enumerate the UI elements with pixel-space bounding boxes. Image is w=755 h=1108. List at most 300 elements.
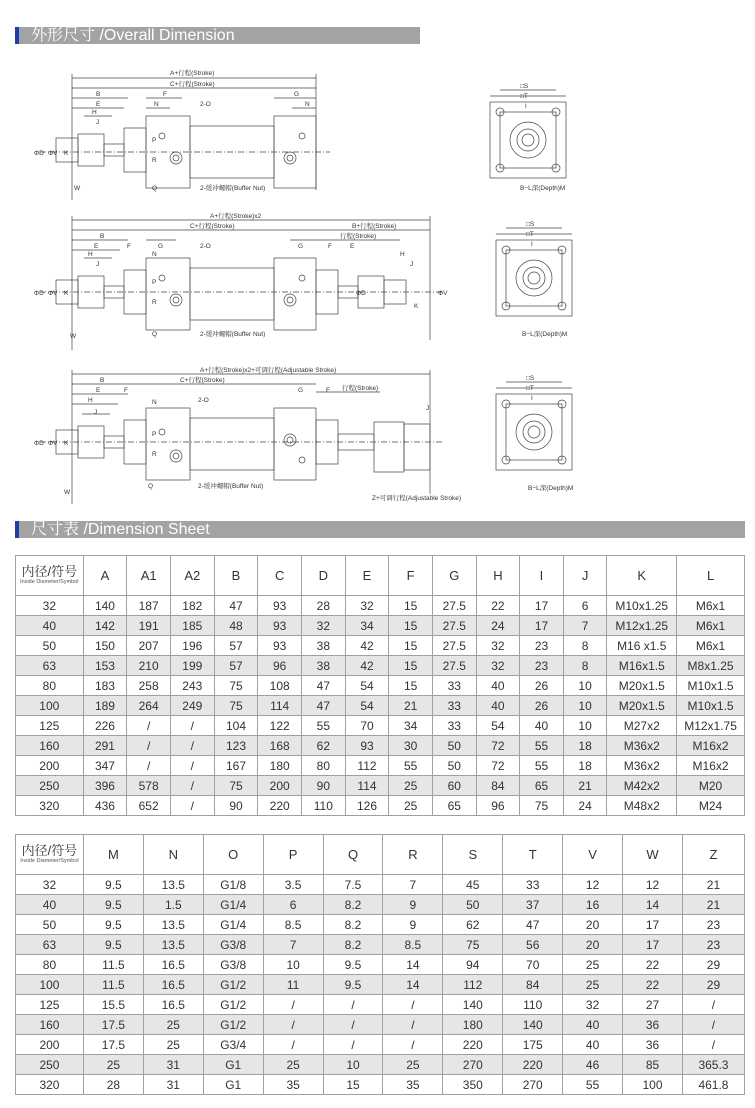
- table-cell: 55: [563, 1075, 623, 1095]
- header-inside-diameter-label: 内径/符号: [21, 842, 78, 858]
- column-header-t: T: [503, 835, 563, 875]
- table-cell: 33: [432, 676, 476, 696]
- column-header-r: R: [383, 835, 443, 875]
- table-cell: 93: [258, 616, 302, 636]
- table-cell: 8.2: [323, 915, 383, 935]
- table-cell: /: [383, 1015, 443, 1035]
- table-cell: M16x2: [677, 756, 745, 776]
- table-cell: 55: [302, 716, 346, 736]
- drawing-double-rod: [0, 210, 755, 365]
- dim-label-two-o: 2-O: [200, 101, 211, 108]
- table-cell: M12x1.25: [607, 616, 677, 636]
- table-cell: 270: [443, 1055, 503, 1075]
- dim-label-f2: F: [328, 243, 332, 250]
- column-header-c: C: [258, 556, 302, 596]
- dim-label-p: P: [152, 279, 157, 286]
- table-cell: 249: [170, 696, 214, 716]
- table-cell: M6x1: [677, 636, 745, 656]
- dim-label-j: J: [94, 409, 98, 416]
- column-header-f: F: [389, 556, 433, 596]
- table-cell: 226: [83, 716, 127, 736]
- dimension-table-1: [15, 555, 745, 816]
- table-cell: 20: [563, 915, 623, 935]
- table-cell: 191: [127, 616, 171, 636]
- table-cell: 40: [563, 1015, 623, 1035]
- dim-label-b: B: [96, 91, 101, 98]
- table-cell: 436: [83, 796, 127, 816]
- section-title: 尺寸表 /Dimension Sheet: [31, 521, 210, 538]
- table-cell: 47: [214, 596, 258, 616]
- dim-label-stroke: 行程(Stroke): [340, 233, 377, 240]
- dim-label-j2: J: [410, 261, 414, 268]
- table-cell: 160: [16, 736, 84, 756]
- dim-label-g: G: [294, 91, 300, 98]
- table-cell: 125: [16, 995, 84, 1015]
- table-cell: 34: [345, 616, 389, 636]
- table-cell: 50: [432, 736, 476, 756]
- table-cell: 25: [389, 796, 433, 816]
- table-cell: 75: [214, 776, 258, 796]
- table-cell: 17: [520, 616, 564, 636]
- table-cell: 65: [432, 796, 476, 816]
- table-cell: 22: [623, 975, 683, 995]
- dim-label-t: □T: [526, 385, 534, 392]
- table-cell: /: [263, 995, 323, 1015]
- table-cell: 36: [623, 1035, 683, 1055]
- table-cell: 104: [214, 716, 258, 736]
- dim-label-w: W: [64, 489, 71, 496]
- table-cell: 125: [16, 716, 84, 736]
- table-cell: 3.5: [263, 875, 323, 895]
- table-cell: /: [383, 995, 443, 1015]
- dim-label-j: J: [96, 261, 100, 268]
- table-cell: /: [170, 776, 214, 796]
- dim-label-k: K: [64, 150, 69, 157]
- table-cell: 85: [623, 1055, 683, 1075]
- column-header-z: Z: [682, 835, 744, 875]
- table-cell: G3/4: [203, 1035, 263, 1055]
- column-header-w: W: [623, 835, 683, 875]
- column-header-i: I: [520, 556, 564, 596]
- dim-label-v2: ΦV: [438, 290, 448, 297]
- table-cell: /: [383, 1035, 443, 1055]
- table-cell: G1/2: [203, 975, 263, 995]
- table-cell: 24: [563, 796, 607, 816]
- header-inside-diameter-sublabel: Inside Diameter/Symbol: [20, 857, 79, 864]
- table-cell: G1: [203, 1075, 263, 1095]
- drawing-adjustable-stroke-svg: [0, 364, 755, 514]
- dim-label-s: □S: [526, 375, 535, 382]
- table-cell: 45: [443, 875, 503, 895]
- table-row: [16, 975, 745, 995]
- table-cell: 270: [503, 1075, 563, 1095]
- table-cell: 114: [345, 776, 389, 796]
- dim-label-e: E: [94, 243, 99, 250]
- table-cell: 23: [520, 656, 564, 676]
- dim-label-i: I: [531, 241, 533, 248]
- table-cell: 22: [623, 955, 683, 975]
- table-row: [16, 696, 745, 716]
- table-cell: 6: [263, 895, 323, 915]
- dim-label-depth: B−L深(Depth)M: [528, 485, 574, 492]
- column-header-g: G: [432, 556, 476, 596]
- table-cell: 75: [214, 676, 258, 696]
- table-cell: 200: [16, 756, 84, 776]
- table-cell: 11: [263, 975, 323, 995]
- dim-label-v: ΦV: [48, 150, 58, 157]
- table-cell: 9: [383, 915, 443, 935]
- section-header-dimension-sheet: [15, 521, 745, 538]
- dim-label-e: E: [96, 101, 101, 108]
- table-cell: 8.2: [323, 895, 383, 915]
- dim-label-h: H: [88, 251, 93, 258]
- table-cell: 38: [302, 636, 346, 656]
- dim-label-q: Q: [148, 483, 154, 490]
- table-cell: 140: [83, 596, 127, 616]
- dim-label-q: Q: [152, 185, 158, 192]
- table-cell: M10x1.25: [607, 596, 677, 616]
- table-cell: 57: [214, 636, 258, 656]
- table-cell: 9.5: [83, 935, 143, 955]
- table-cell: 94: [443, 955, 503, 975]
- table-cell: 8.2: [323, 935, 383, 955]
- column-header-o: O: [203, 835, 263, 875]
- table-cell: 75: [520, 796, 564, 816]
- table-cell: 75: [443, 935, 503, 955]
- dim-label-b: B: [100, 377, 105, 384]
- table-cell: M10x1.5: [677, 696, 745, 716]
- drawing-single-rod: [0, 60, 755, 210]
- table-cell: 54: [345, 676, 389, 696]
- dim-label-g: G: [158, 243, 164, 250]
- dim-label-a: A+行程(Stroke): [170, 70, 215, 77]
- dim-label-d: ΦD: [34, 290, 44, 297]
- table-cell: 250: [16, 776, 84, 796]
- table-cell: M6x1: [677, 616, 745, 636]
- table-cell: 17: [623, 935, 683, 955]
- dim-label-r: R: [152, 299, 157, 306]
- table-row: [16, 1015, 745, 1035]
- header-inside-diameter: [16, 556, 84, 596]
- table-cell: 15: [389, 676, 433, 696]
- table-cell: 15: [389, 656, 433, 676]
- table-cell: 110: [503, 995, 563, 1015]
- table-cell: 21: [563, 776, 607, 796]
- dim-label-g: G: [298, 387, 304, 394]
- table-cell: 10: [563, 676, 607, 696]
- table-cell: 167: [214, 756, 258, 776]
- table-cell: 55: [520, 736, 564, 756]
- table-cell: 578: [127, 776, 171, 796]
- table-cell: 25: [143, 1015, 203, 1035]
- dim-label-k: K: [64, 440, 69, 447]
- table-cell: 70: [503, 955, 563, 975]
- table-cell: G1/2: [203, 1015, 263, 1035]
- table-cell: 17: [520, 596, 564, 616]
- table-cell: G1/2: [203, 995, 263, 1015]
- table-cell: 108: [258, 676, 302, 696]
- table-cell: 9.5: [323, 975, 383, 995]
- table-cell: /: [682, 995, 744, 1015]
- table-cell: /: [170, 756, 214, 776]
- dim-label-e: E: [96, 387, 101, 394]
- dim-label-k: K: [64, 290, 69, 297]
- table-cell: 22: [476, 596, 520, 616]
- table-cell: 112: [345, 756, 389, 776]
- table-cell: 90: [302, 776, 346, 796]
- table-cell: 27: [623, 995, 683, 1015]
- table-cell: G1/4: [203, 915, 263, 935]
- table-row: [16, 875, 745, 895]
- table-cell: 40: [476, 676, 520, 696]
- table-cell: 47: [302, 676, 346, 696]
- column-header-a2: A2: [170, 556, 214, 596]
- table-cell: 21: [682, 895, 744, 915]
- table-cell: 90: [214, 796, 258, 816]
- dim-label-n: N: [152, 399, 157, 406]
- table-cell: 160: [16, 1015, 84, 1035]
- table-cell: 25: [383, 1055, 443, 1075]
- table-cell: 182: [170, 596, 214, 616]
- table-cell: 35: [263, 1075, 323, 1095]
- table-cell: 140: [503, 1015, 563, 1035]
- table-cell: 34: [389, 716, 433, 736]
- column-header-a: A: [83, 556, 127, 596]
- table-cell: 347: [83, 756, 127, 776]
- table-cell: /: [170, 796, 214, 816]
- table-cell: 126: [345, 796, 389, 816]
- dim-label-buffer: 2-缓冲螺帽(Buffer Nut): [200, 185, 266, 192]
- table-cell: 15: [323, 1075, 383, 1095]
- table-cell: 12: [623, 875, 683, 895]
- table-cell: M36x2: [607, 736, 677, 756]
- table-cell: 13.5: [143, 915, 203, 935]
- dim-label-j: J: [96, 119, 100, 126]
- column-header-l: L: [677, 556, 745, 596]
- table-cell: 96: [476, 796, 520, 816]
- table-cell: 15: [389, 616, 433, 636]
- table-cell: M48x2: [607, 796, 677, 816]
- header-accent: [15, 521, 19, 538]
- table-cell: 17.5: [83, 1035, 143, 1055]
- table-cell: /: [263, 1035, 323, 1055]
- table-cell: 652: [127, 796, 171, 816]
- table-cell: 114: [258, 696, 302, 716]
- table-cell: 56: [503, 935, 563, 955]
- table-cell: 29: [682, 955, 744, 975]
- column-header-a1: A1: [127, 556, 171, 596]
- section-header-overall-dimension: [15, 27, 420, 44]
- table-cell: 27.5: [432, 636, 476, 656]
- header-inside-diameter-label: 内径/符号: [21, 563, 78, 579]
- table-cell: 396: [83, 776, 127, 796]
- table-cell: 32: [476, 636, 520, 656]
- table-cell: 37: [503, 895, 563, 915]
- dim-label-f: F: [124, 387, 128, 394]
- table-cell: 142: [83, 616, 127, 636]
- table-cell: 16.5: [143, 955, 203, 975]
- table-cell: 8: [563, 636, 607, 656]
- table-cell: 6: [563, 596, 607, 616]
- table-cell: 7: [263, 935, 323, 955]
- table-cell: 60: [432, 776, 476, 796]
- table-cell: 72: [476, 736, 520, 756]
- table-cell: 9.5: [83, 875, 143, 895]
- dim-label-e2: E: [350, 243, 355, 250]
- table-cell: 62: [443, 915, 503, 935]
- table-cell: 16: [563, 895, 623, 915]
- table-cell: 63: [16, 656, 84, 676]
- table-cell: 31: [143, 1075, 203, 1095]
- table-cell: 320: [16, 1075, 84, 1095]
- header-accent: [15, 27, 19, 44]
- dim-label-stroke: 行程(Stroke): [342, 385, 379, 392]
- table-cell: 24: [476, 616, 520, 636]
- table-cell: M12x1.75: [677, 716, 745, 736]
- dim-label-b: B: [100, 233, 105, 240]
- table-row: [16, 676, 745, 696]
- table-cell: G1: [203, 1055, 263, 1075]
- column-header-m: M: [83, 835, 143, 875]
- table-cell: 27.5: [432, 656, 476, 676]
- table-row: [16, 1075, 745, 1095]
- table-cell: M8x1.25: [677, 656, 745, 676]
- table-cell: 96: [258, 656, 302, 676]
- table-cell: 80: [16, 676, 84, 696]
- dim-label-f: F: [127, 243, 131, 250]
- table-cell: 15.5: [83, 995, 143, 1015]
- table-cell: 23: [520, 636, 564, 656]
- table-cell: /: [323, 1015, 383, 1035]
- table-cell: 50: [432, 756, 476, 776]
- dim-label-n: N: [152, 251, 157, 258]
- column-header-s: S: [443, 835, 503, 875]
- table-cell: 33: [503, 875, 563, 895]
- drawing-double-rod-svg: [0, 210, 755, 365]
- table-row: [16, 935, 745, 955]
- table-cell: 320: [16, 796, 84, 816]
- table-cell: 13.5: [143, 875, 203, 895]
- dim-label-buffer: 2-缓冲螺帽(Buffer Nut): [198, 483, 264, 490]
- table-cell: 1.5: [143, 895, 203, 915]
- table-cell: 18: [563, 736, 607, 756]
- table-cell: /: [682, 1015, 744, 1035]
- dim-label-f: F: [163, 91, 167, 98]
- dim-label-n2: N: [305, 101, 310, 108]
- table-cell: 40: [16, 616, 84, 636]
- table-cell: M20: [677, 776, 745, 796]
- table-cell: 25: [83, 1055, 143, 1075]
- table-cell: 38: [302, 656, 346, 676]
- column-header-k: K: [607, 556, 677, 596]
- dim-label-p: P: [152, 431, 157, 438]
- section-title: 外形尺寸 /Overall Dimension: [31, 27, 235, 44]
- table-row: [16, 915, 745, 935]
- table-cell: 9: [383, 895, 443, 915]
- table-cell: 122: [258, 716, 302, 736]
- table-cell: 200: [258, 776, 302, 796]
- dim-label-d: ΦD: [34, 150, 44, 157]
- table-cell: /: [682, 1035, 744, 1055]
- table-cell: 180: [258, 756, 302, 776]
- table-row: [16, 1055, 745, 1075]
- table-cell: 28: [83, 1075, 143, 1095]
- table-cell: M16x1.5: [607, 656, 677, 676]
- dim-label-z: Z+可调行程(Adjustable Stroke): [372, 495, 462, 502]
- table-cell: M16 x1.5: [607, 636, 677, 656]
- table-row: [16, 616, 745, 636]
- dim-label-d2: ΦD: [356, 290, 366, 297]
- dim-label-c: C+行程(Stroke): [170, 81, 215, 88]
- table-cell: /: [263, 1015, 323, 1035]
- table-cell: M20x1.5: [607, 696, 677, 716]
- table-cell: 350: [443, 1075, 503, 1095]
- table-row: [16, 736, 745, 756]
- table-cell: /: [170, 736, 214, 756]
- table-cell: 55: [389, 756, 433, 776]
- header-inside-diameter-sublabel: Inside Diameter/Symbol: [20, 578, 79, 585]
- table-cell: 21: [682, 875, 744, 895]
- dim-label-d: ΦD: [34, 440, 44, 447]
- table-cell: 42: [345, 656, 389, 676]
- header-inside-diameter: [16, 835, 84, 875]
- table-cell: 12: [563, 875, 623, 895]
- table-cell: M42x2: [607, 776, 677, 796]
- dim-label-t: □T: [520, 93, 528, 100]
- table-cell: 55: [520, 756, 564, 776]
- table-cell: 40: [563, 1035, 623, 1055]
- table-cell: 25: [263, 1055, 323, 1075]
- table-cell: M24: [677, 796, 745, 816]
- table-cell: 23: [682, 915, 744, 935]
- table-row: [16, 796, 745, 816]
- table-cell: 54: [345, 696, 389, 716]
- table-cell: 32: [563, 995, 623, 1015]
- table-cell: 27.5: [432, 616, 476, 636]
- table-cell: 62: [302, 736, 346, 756]
- dim-label-h: H: [92, 109, 97, 116]
- dim-label-c: C+行程(Stroke): [190, 223, 235, 230]
- table-cell: 258: [127, 676, 171, 696]
- table-cell: 30: [389, 736, 433, 756]
- table-cell: 250: [16, 1055, 84, 1075]
- table-cell: 123: [214, 736, 258, 756]
- table-cell: 196: [170, 636, 214, 656]
- table-cell: M36x2: [607, 756, 677, 776]
- table-cell: 150: [83, 636, 127, 656]
- table-cell: 32: [16, 875, 84, 895]
- table-row: [16, 895, 745, 915]
- dim-label-s: □S: [526, 221, 535, 228]
- table-row: [16, 596, 745, 616]
- table-cell: 7: [383, 875, 443, 895]
- dim-label-buffer: 2-缓冲螺帽(Buffer Nut): [200, 331, 266, 338]
- column-header-n: N: [143, 835, 203, 875]
- table-cell: 50: [443, 895, 503, 915]
- table-cell: 291: [83, 736, 127, 756]
- table-cell: 63: [16, 935, 84, 955]
- table-cell: 29: [682, 975, 744, 995]
- table-cell: 220: [503, 1055, 563, 1075]
- table-cell: 17.5: [83, 1015, 143, 1035]
- dim-label-g2: G: [298, 243, 304, 250]
- dim-label-q: Q: [152, 331, 158, 338]
- dim-label-two-o: 2-O: [198, 397, 209, 404]
- table-cell: 50: [16, 915, 84, 935]
- table-cell: 11.5: [83, 975, 143, 995]
- table-cell: 40: [476, 696, 520, 716]
- table-cell: 7.5: [323, 875, 383, 895]
